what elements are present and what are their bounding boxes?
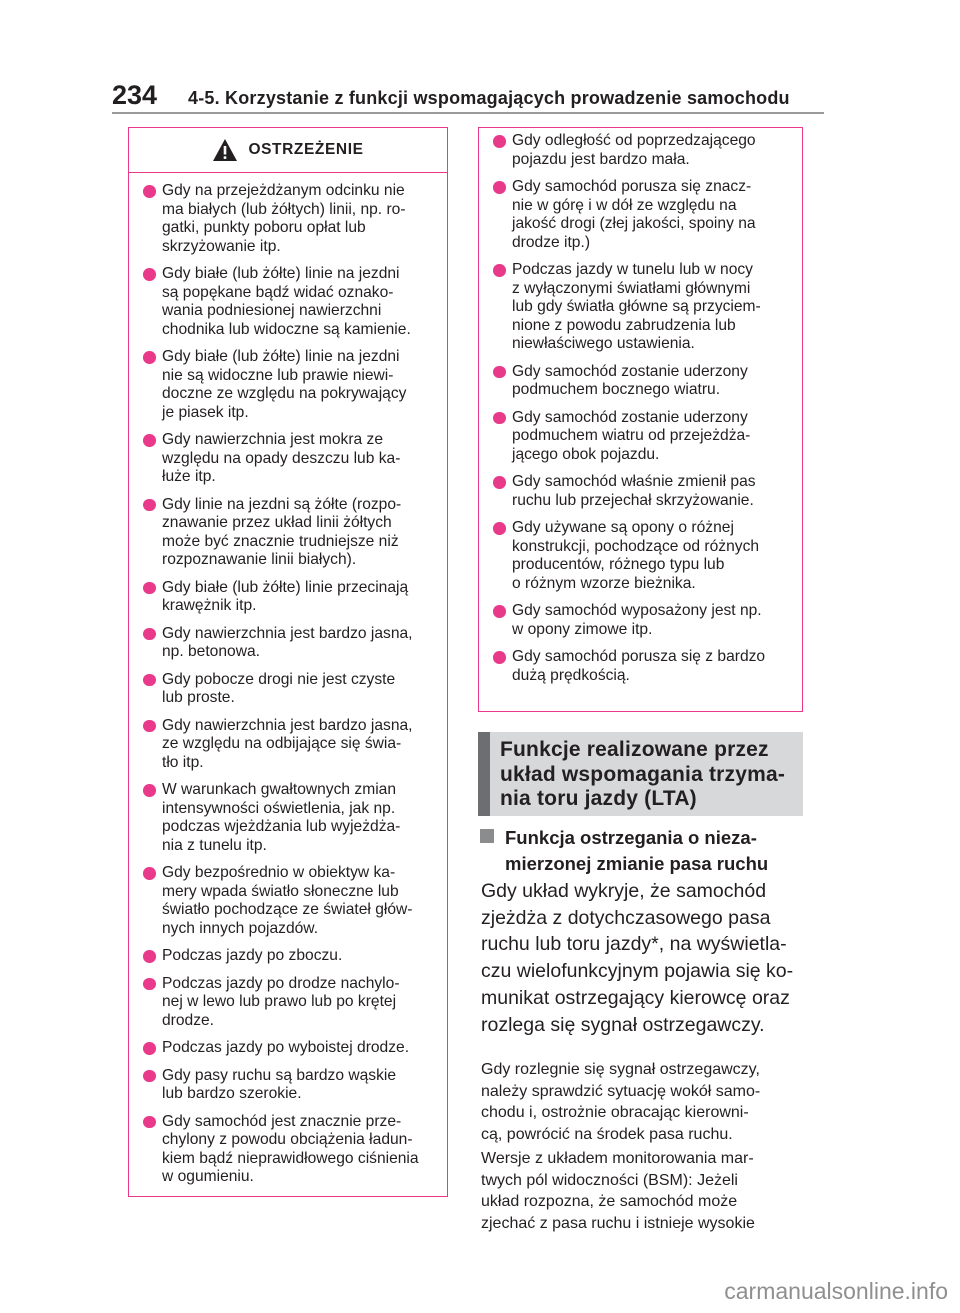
warning-item: Gdy samochód porusza się z bardzo dużą prędkością.: [493, 648, 796, 685]
bullet-dot-icon: [493, 366, 506, 379]
subsection-heading: [480, 825, 805, 876]
warning-item: Gdy białe (lub żółte) linie na jezdni są popękane bądź widać oznako- wania podniesionej nawierzchni chodnika lub widoczne są kamienie.: [143, 265, 441, 339]
warning-item: Gdy białe (lub żółte) linie przecinają krawężnik itp.: [143, 579, 441, 616]
bullet-dot-icon: [143, 1042, 156, 1055]
section-title: Funkcje realizowane przez układ wspomagania trzyma- nia toru jazdy (LTA): [500, 738, 786, 810]
warning-item: Podczas jazdy po wyboistej drodze.: [143, 1039, 441, 1058]
header-divider: [112, 112, 824, 114]
warning-item: Gdy samochód jest znacznie prze- chylony z powodu obciążenia ładun- kiem bądź nieprawidłowego ciśnienia w ogumieniu.: [143, 1113, 441, 1187]
bullet-dot-icon: [493, 264, 506, 277]
bullet-dot-icon: [143, 1070, 156, 1083]
section-heading-box: [478, 732, 803, 816]
bullet-dot-icon: [143, 351, 156, 364]
bullet-dot-icon: [143, 867, 156, 880]
body-paragraph-bsm: Wersje z układem monitorowania mar- twych pól widoczności (BSM): Jeżeli układ rozpozna, że samochód może zjechać z pasa ruchu i istnieje wysokie: [481, 1150, 755, 1232]
warning-item: Gdy bezpośrednio w obiektyw ka- mery wpada światło słoneczne lub światło pochodzące ze świateł głów- nych innych pojazdów.: [143, 864, 441, 938]
warning-box: [128, 127, 448, 1197]
bullet-dot-icon: [493, 605, 506, 618]
bullet-dot-icon: [493, 651, 506, 664]
bullet-dot-icon: [143, 674, 156, 687]
warning-item: Gdy samochód zostanie uderzony podmuchem bocznego wiatru.: [493, 363, 796, 400]
warning-list: [129, 173, 447, 1187]
warning-item: Podczas jazdy w tunelu lub w nocy z wyłączonymi światłami głównymi lub gdy światła główne są przyciem- nione z powodu zabrudzenia lub niewłaściwego ustawienia.: [493, 261, 796, 354]
warning-item: Gdy pobocze drogi nie jest czyste lub proste.: [143, 671, 441, 708]
bullet-dot-icon: [143, 185, 156, 198]
warning-item: Podczas jazdy po drodze nachylo- nej w lewo lub prawo lub po krętej drodze.: [143, 975, 441, 1031]
bullet-dot-icon: [143, 499, 156, 512]
warning-header: [129, 128, 447, 173]
bullet-dot-icon: [493, 135, 506, 148]
warning-box-continued: [478, 127, 803, 712]
page-number: 234: [112, 80, 158, 110]
warning-item: Gdy białe (lub żółte) linie na jezdni nie są widoczne lub prawie niewi- doczne ze względu na pokrywający je piasek itp.: [143, 348, 441, 422]
warning-item: Gdy samochód zostanie uderzony podmuchem wiatru od przejeżdża- jącego obok pojazdu.: [493, 409, 796, 465]
warning-item: Gdy linie na jezdni są żółte (rozpo- znawanie przez układ linii żółtych może być znacznie trudniejsze niż rozpoznawanie linii białych).: [143, 496, 441, 570]
body-paragraph-main: Gdy układ wykryje, że samochód zjeżdża z dotychczasowego pasa ruchu lub toru jazdy*, na wyświetla- czu wielofunkcyjnym pojawia się ko- munikat ostrzegający kierowcę oraz rozlega się sygnał ostrzegawczy.: [481, 880, 794, 1036]
warning-item: Gdy odległość od poprzedzającego pojazdu jest bardzo mała.: [493, 132, 796, 169]
warning-item: Gdy samochód wyposażony jest np. w opony zimowe itp.: [493, 602, 796, 639]
bullet-dot-icon: [493, 476, 506, 489]
subsection-title: Funkcja ostrzegania o nieza- mierzonej zmianie pasa ruchu: [505, 827, 769, 874]
warning-item: Gdy nawierzchnia jest bardzo jasna, ze względu na odbijające się świa- tło itp.: [143, 717, 441, 773]
warning-item: Gdy nawierzchnia jest mokra ze względu na opady deszczu lub ka- łuże itp.: [143, 431, 441, 487]
warning-item: Gdy używane są opony o różnej konstrukcji, pochodzące od różnych producentów, różnego typu lub o różnym wzorze bieżnika.: [493, 519, 796, 593]
bullet-dot-icon: [143, 950, 156, 963]
bullet-dot-icon: [143, 784, 156, 797]
chapter-title: 4-5. Korzystanie z funkcji wspomagających prowadzenie samochodu: [188, 88, 790, 108]
body-paragraph-note: Gdy rozlegnie się sygnał ostrzegawczy, należy sprawdzić sytuację wokół samo- chodu i, ostrożnie obracając kierowni- cą, powrócić na środek pasa ruchu.: [481, 1061, 761, 1143]
bullet-dot-icon: [143, 582, 156, 595]
warning-item: Gdy samochód właśnie zmienił pas ruchu lub przejechał skrzyżowanie.: [493, 473, 796, 510]
bullet-dot-icon: [493, 522, 506, 535]
warning-item: Gdy samochód porusza się znacz- nie w górę i w dół ze względu na jakość drogi (złej jakości, spoiny na drodze itp.): [493, 178, 796, 252]
page-header: [112, 80, 824, 120]
bullet-dot-icon: [143, 1116, 156, 1129]
warning-item: W warunkach gwałtownych zmian intensywności oświetlenia, jak np. podczas wjeżdżania lub wyjeżdża- nia z tunelu itp.: [143, 781, 441, 855]
bullet-dot-icon: [143, 978, 156, 991]
warning-list-continued: [479, 128, 802, 685]
warning-item: Gdy nawierzchnia jest bardzo jasna, np. betonowa.: [143, 625, 441, 662]
bullet-dot-icon: [493, 412, 506, 425]
warning-item: Gdy pasy ruchu są bardzo wąskie lub bardzo szerokie.: [143, 1067, 441, 1104]
bullet-dot-icon: [143, 720, 156, 733]
watermark: carmanualsonline.info: [724, 1278, 948, 1304]
bullet-dot-icon: [143, 268, 156, 281]
warning-title: OSTRZEŻENIE: [248, 141, 364, 158]
bullet-dot-icon: [143, 434, 156, 447]
bullet-dot-icon: [143, 628, 156, 641]
bullet-dot-icon: [493, 181, 506, 194]
warning-item: Podczas jazdy po zboczu.: [143, 947, 441, 966]
warning-item: Gdy na przejeżdżanym odcinku nie ma białych (lub żółtych) linii, np. ro- gatki, punkty poboru opłat lub skrzyżowanie itp.: [143, 182, 441, 256]
square-bullet-icon: [480, 829, 494, 843]
warning-triangle-icon: [212, 138, 238, 162]
